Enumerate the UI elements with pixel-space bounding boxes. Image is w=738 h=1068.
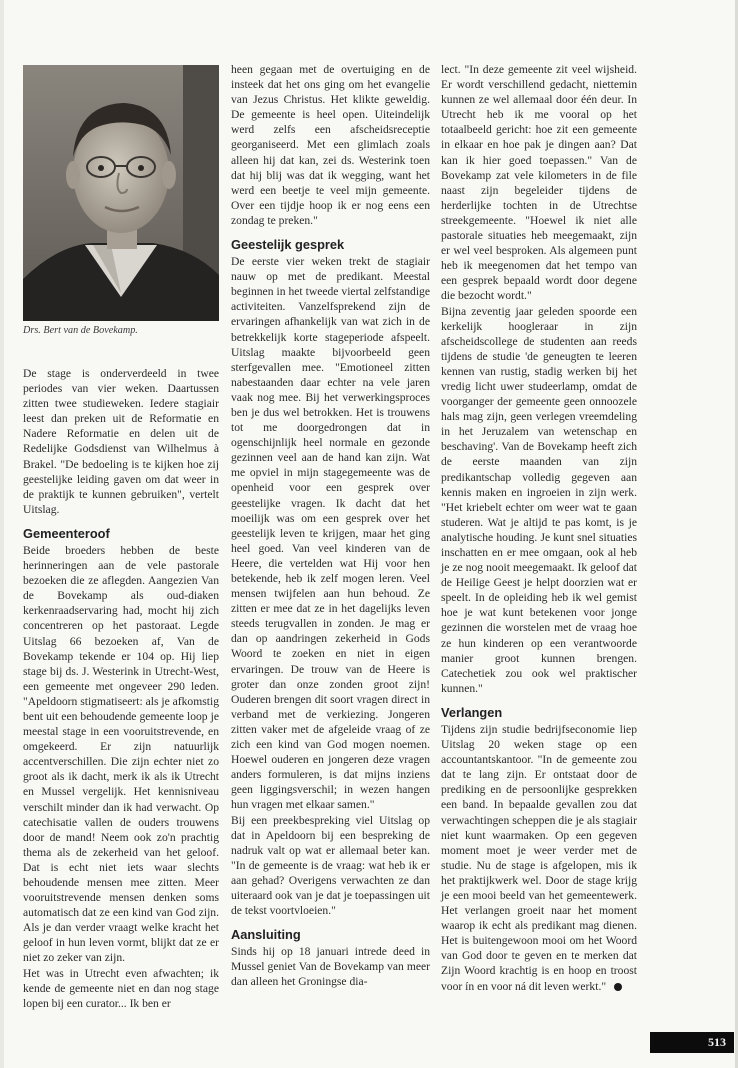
text-column-2 xyxy=(231,62,430,989)
portrait-image xyxy=(23,65,219,321)
photo-caption: Drs. Bert van de Bovekamp. xyxy=(23,325,138,336)
paragraph: Beide broeders hebben de beste herinneringen aan de vele pastorale bezoeken die ze aflegden. Aangezien Van de Bovekamp als oud-diaken kerkenraadservaring had, mocht hij zich concentreren op het pastoraat. Legde Uitslag 66 bezoeken af, Van de Bovekamp tekende er 104 op. Hij liep stage bij ds. J. Westerink in Utrecht-West, een gemeente met ongeveer 290 leden. "Apeldoorn stigmatiseert: als je afkomstig bent uit een behoudende gemeente loop je meestal stage in een vooruitstrevende, en omgekeerd. Er zijn natuurlijk accentverschillen. Die zijn echter niet zo groot als ik dacht, merk ik als ik Utrecht en Mussel vergelijk. Het kennisniveau verschilt minder dan ik had verwacht. Op catechisatie vallen de ouders trouwens door de mand! Neem ook zo'n prachtig thema als de zekerheid van het geloof. Dat is echt niet iets waar slechts behoudende mensen mee zitten. Meer vooruitstrevende mensen denken soms automatisch dat ze een kind van God zijn. Als je dan verder vraagt welke kracht het geloof in hun leven vormt, blijkt dat ze er niet zo zeker van zijn. xyxy=(23,543,219,965)
page-number: 513 xyxy=(708,1035,726,1049)
paragraph: Bijna zeventig jaar geleden spoorde een kerkelijk hoogleraar in zijn afscheidscollege de studenten aan reeds tijdens de studie 'de geneugten te leeren kennen van rustig, stadig werken bij het vredig licht uwer studeerlamp, omdat de voorganger der gemeente geen onnoozele hals mag zijn, geen verlegen vreemdeling in het Jeruzalem van wetenschap en beschaving'. Van de Bovekamp heeft zich de eerste maanden van zijn predikantschap volledig gegeven aan kennis maken en ingroeien in zijn werk. "Het kriebelt echter om weer wat te gaan studeren. Wat je altijd te pas komt, is je analytische houding. Je kunt snel situaties inschatten en er mee omgaan, ook al heb je ze nog nooit meegemaakt. Ik geloof dat de Heilige Geest je helpt doorzien wat er speelt. In de opleiding heb ik wel gemist hoe je wat kunt betekenen voor jonge gezinnen die worstelen met de vraag hoe ze hun kinderen op een verantwoorde manier groot kunnen brengen. Catechetiek zou ook wel praktischer kunnen." xyxy=(441,304,637,695)
paragraph: De stage is onderverdeeld in twee periodes van vier weken. Daartussen zitten twee studieweken. Iedere stagiair leest dan preken uit de Reformatie en Nadere Reformatie en delen uit de Redelijke Godsdienst van Wilhelmus à Brakel. "De bedoeling is te kijken hoe zij geestelijke leiding gaven om dat weer in de praktijk te kunnen gebruiken", vertelt Uitslag. xyxy=(23,367,219,516)
portrait-photo xyxy=(23,65,219,321)
section-heading: Verlangen xyxy=(441,704,503,720)
text-column-3 xyxy=(441,62,637,994)
end-mark-icon xyxy=(614,983,622,991)
paragraph: lect. "In deze gemeente zit veel wijsheid. Er wordt verschillend gedacht, niettemin kunnen ze wel allemaal door één deur. In Utrecht heb ik me vooral op het totaalbeeld gericht: hoe zit een gemeente in elkaar en hoe pak je dingen aan? Dat kan ik hier goed toepassen." Van de Bovekamp zat vele kilometers in de file naast zijn begeleider tijdens de herderlijke tochten in de Utrechtse streekgemeente. "Hoewel ik niet alle pastorale situaties heb meegemaakt, zijn er wel veel besproken. Als algemeen punt heb ik meegenomen dat het tempo van een gesprek bepaald wordt door degene die bezocht wordt." xyxy=(441,63,637,303)
section-heading: Aansluiting xyxy=(231,927,301,943)
paragraph: Bij een preekbespreking viel Uitslag op dat in Apeldoorn bij een bespreking de nadruk valt op wat er allemaal beter kan. "In de gemeente is de vraag: wat heb ik er aan gehad? Overigens verwachten ze dan uiteraard ook van je dat je toepassingen uit de tekst voortvloeien." xyxy=(231,813,430,918)
paragraph: Het was in Utrecht even afwachten; ik kende de gemeente niet en dan nog stage lopen bij een curator... Ik ben er xyxy=(23,966,219,1010)
paragraph-final xyxy=(441,722,637,994)
text-column-1 xyxy=(23,366,219,1011)
section-heading: Geestelijk gesprek xyxy=(231,237,345,253)
page-number-tab xyxy=(650,1032,734,1053)
paragraph: heen gegaan met de overtuiging en de insteek dat het ons ging om het evangelie van Jezus Christus. Het klikte geweldig. De gemeente is heel open. Uiteindelijk werd zelfs een afscheidsreceptie georganiseerd. Met een glimlach zoals alleen hij dat kan, zei ds. Westerink toen dat hij blij was dat ik wegging, want het werd een beetje te veel mijn gemeente. Over een tijdje hoop ik er nog eens een zondag te preken." xyxy=(231,63,430,227)
final-paragraph-text: Tijdens zijn studie bedrijfseconomie liep Uitslag 20 weken stage op een accountantskantoor. "In de gemeente zou dat te lang zijn. Er ontstaat door de prediking en de persoonlijke gesprekken een band. In bepaalde gevallen zou dat verwachtingen scheppen die je als stagiair niet kunt waarmaken. Op een gegeven moment moet je weer verder met de studie. Nu de stage is afgelopen, mis ik het praktijkwerk wel. Door de stage krijg je een mooi beeld van het gemeentewerk. Het verlangen groeit naar het moment waarop ik echt als predikant mag dienen. Het is buitengewoon mooi om het Woord van God door te geven en te merken dat Zijn Woord krachtig is en hoop en troost voor ín en voor ná dit leven werkt." xyxy=(441,722,637,993)
paragraph: Sinds hij op 18 januari intrede deed in Mussel geniet Van de Bovekamp van meer dan alleen het Groningse dia- xyxy=(231,945,430,989)
page-edge-left xyxy=(0,0,4,1068)
section-heading: Gemeenteroof xyxy=(23,525,110,541)
paragraph: De eerste vier weken trekt de stagiair nauw op met de predikant. Meestal beginnen in het tweede viertal zelfstandige activiteiten. Vanzelfsprekend zijn de ervaringen afhankelijk van wat zich in de betrekkelijk korte stageperiode afspeelt. Uitslag maakte bijvoorbeeld geen sterfgevallen mee. "Emotioneel zitten nabestaanden daar echter na vele jaren vaak nog mee. Bij het verwerkingsproces ben je dus wel betrokken. Het is trouwens tot me doorgedrongen dat in ogenschijnlijk heel normale en gezonde gezinnen veel aan de hand kan zijn. Wat me opviel in mijn stagegemeente was de openheid voor een gesprek over geestelijke vragen. Ik dacht dat het moeilijk was om een gesprek over het geestelijk leven te krijgen, maar het ging heel goed. Van veel kinderen van de Heere, die vertelden wat Hij voor hen betekende, heb ik zelf mogen leren. Veel mensen twijfelen aan hun behoud. Ze zitten er mee dat ze in het dagelijks leven steeds terugvallen in zonden. Je mag er dan op aandringen zekerheid in Gods Woord te zoeken en niet in eigen ervaringen. De trouw van de Heere is groter dan onze zonden groot zijn! Ouderen brengen dit soort vragen direct in verband met de verkiezing. Jongeren zitten vaker met de afgeleide vraag of ze zich een kind van God mogen noemen. Hoewel ouderen en jongeren deze vragen anders formuleren, is dat mijns inziens geen liggingsverschil; in wezen hangen hun vragen met elkaar samen." xyxy=(231,255,430,812)
